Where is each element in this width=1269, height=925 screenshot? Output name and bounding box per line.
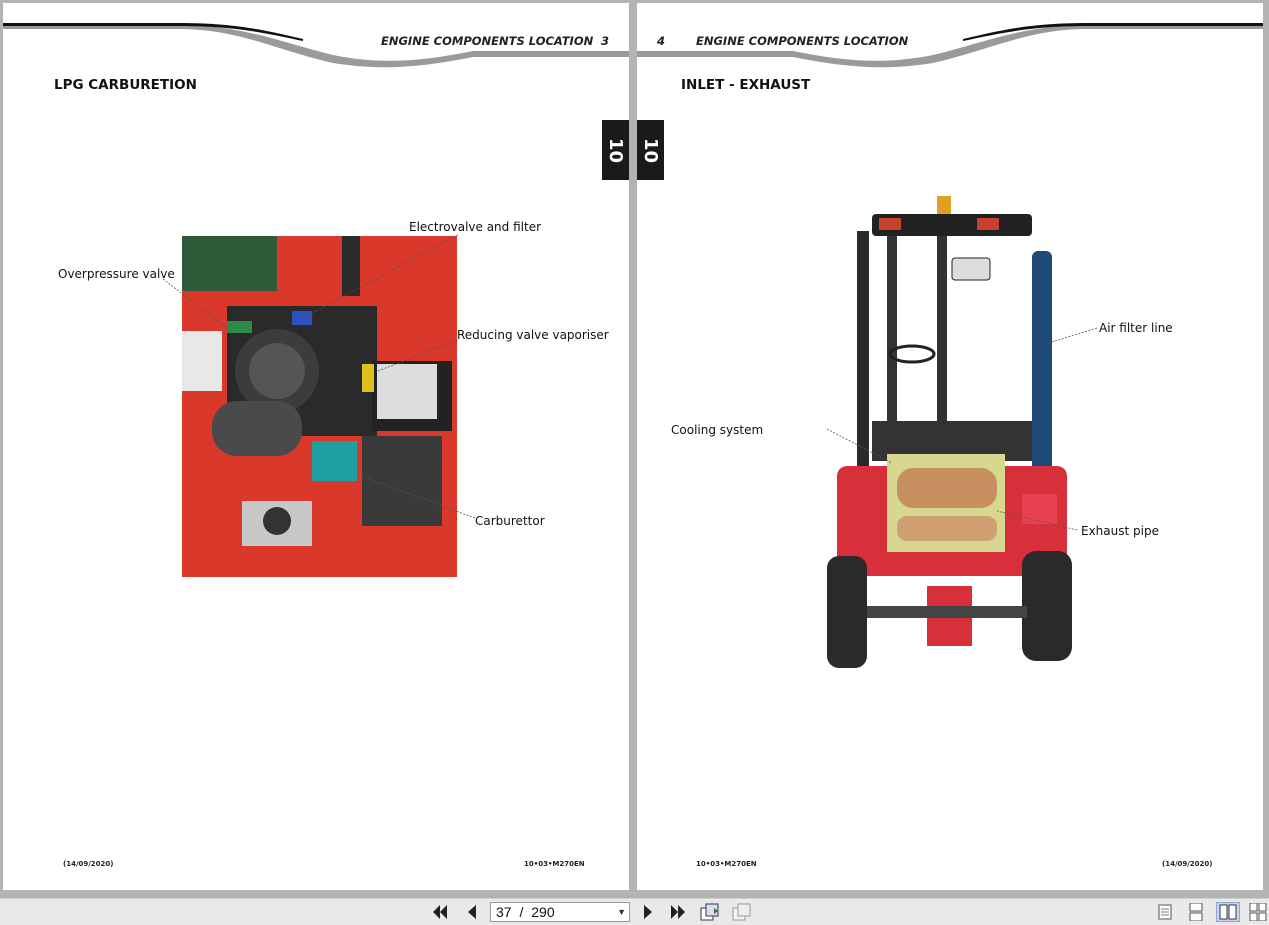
document-page-right	[637, 3, 1263, 890]
leader-lines	[3, 3, 629, 890]
last-page-icon[interactable]	[668, 903, 688, 921]
page-number: 3	[601, 34, 610, 48]
two-page-continuous-icon[interactable]	[1246, 902, 1269, 922]
chapter-tab: 10	[602, 120, 629, 180]
header-title: ENGINE COMPONENTS LOCATION	[381, 34, 594, 48]
document-page-left	[3, 3, 629, 890]
footer-code: 10•03•M270EN	[696, 860, 757, 868]
label-overpressure: Overpressure valve	[58, 267, 175, 281]
section-title: INLET - EXHAUST	[681, 77, 811, 93]
label-exhaust-pipe: Exhaust pipe	[1081, 524, 1159, 538]
leader-lines	[637, 3, 1263, 890]
next-page-icon[interactable]	[638, 903, 658, 921]
label-electrovalve: Electrovalve and filter	[409, 220, 542, 234]
footer-code: 10•03•M270EN	[524, 860, 585, 868]
page-number-input[interactable]: 37 / 290 ▼	[490, 902, 630, 922]
header-title: ENGINE COMPONENTS LOCATION	[696, 34, 909, 48]
chapter-tab: 10	[637, 120, 664, 180]
navigation-toolbar	[0, 898, 1269, 925]
dropdown-arrow-icon[interactable]: ▼	[617, 907, 626, 917]
label-reducing-valve: Reducing valve vaporiser	[457, 328, 609, 342]
label-cooling-system: Cooling system	[671, 423, 764, 437]
page-number: 4	[657, 34, 666, 48]
footer-date: (14/09/2020)	[1162, 860, 1213, 868]
section-title: LPG CARBURETION	[54, 77, 197, 93]
first-page-icon[interactable]	[430, 903, 450, 921]
footer-date: (14/09/2020)	[63, 860, 114, 868]
previous-view-icon[interactable]	[700, 903, 720, 921]
label-carburettor: Carburettor	[475, 514, 545, 528]
prev-page-icon[interactable]	[462, 903, 482, 921]
two-page-icon[interactable]	[1216, 902, 1240, 922]
continuous-icon[interactable]	[1184, 902, 1208, 922]
label-air-filter-line: Air filter line	[1099, 321, 1173, 335]
single-page-icon[interactable]	[1153, 902, 1177, 922]
next-view-icon[interactable]	[732, 903, 752, 921]
